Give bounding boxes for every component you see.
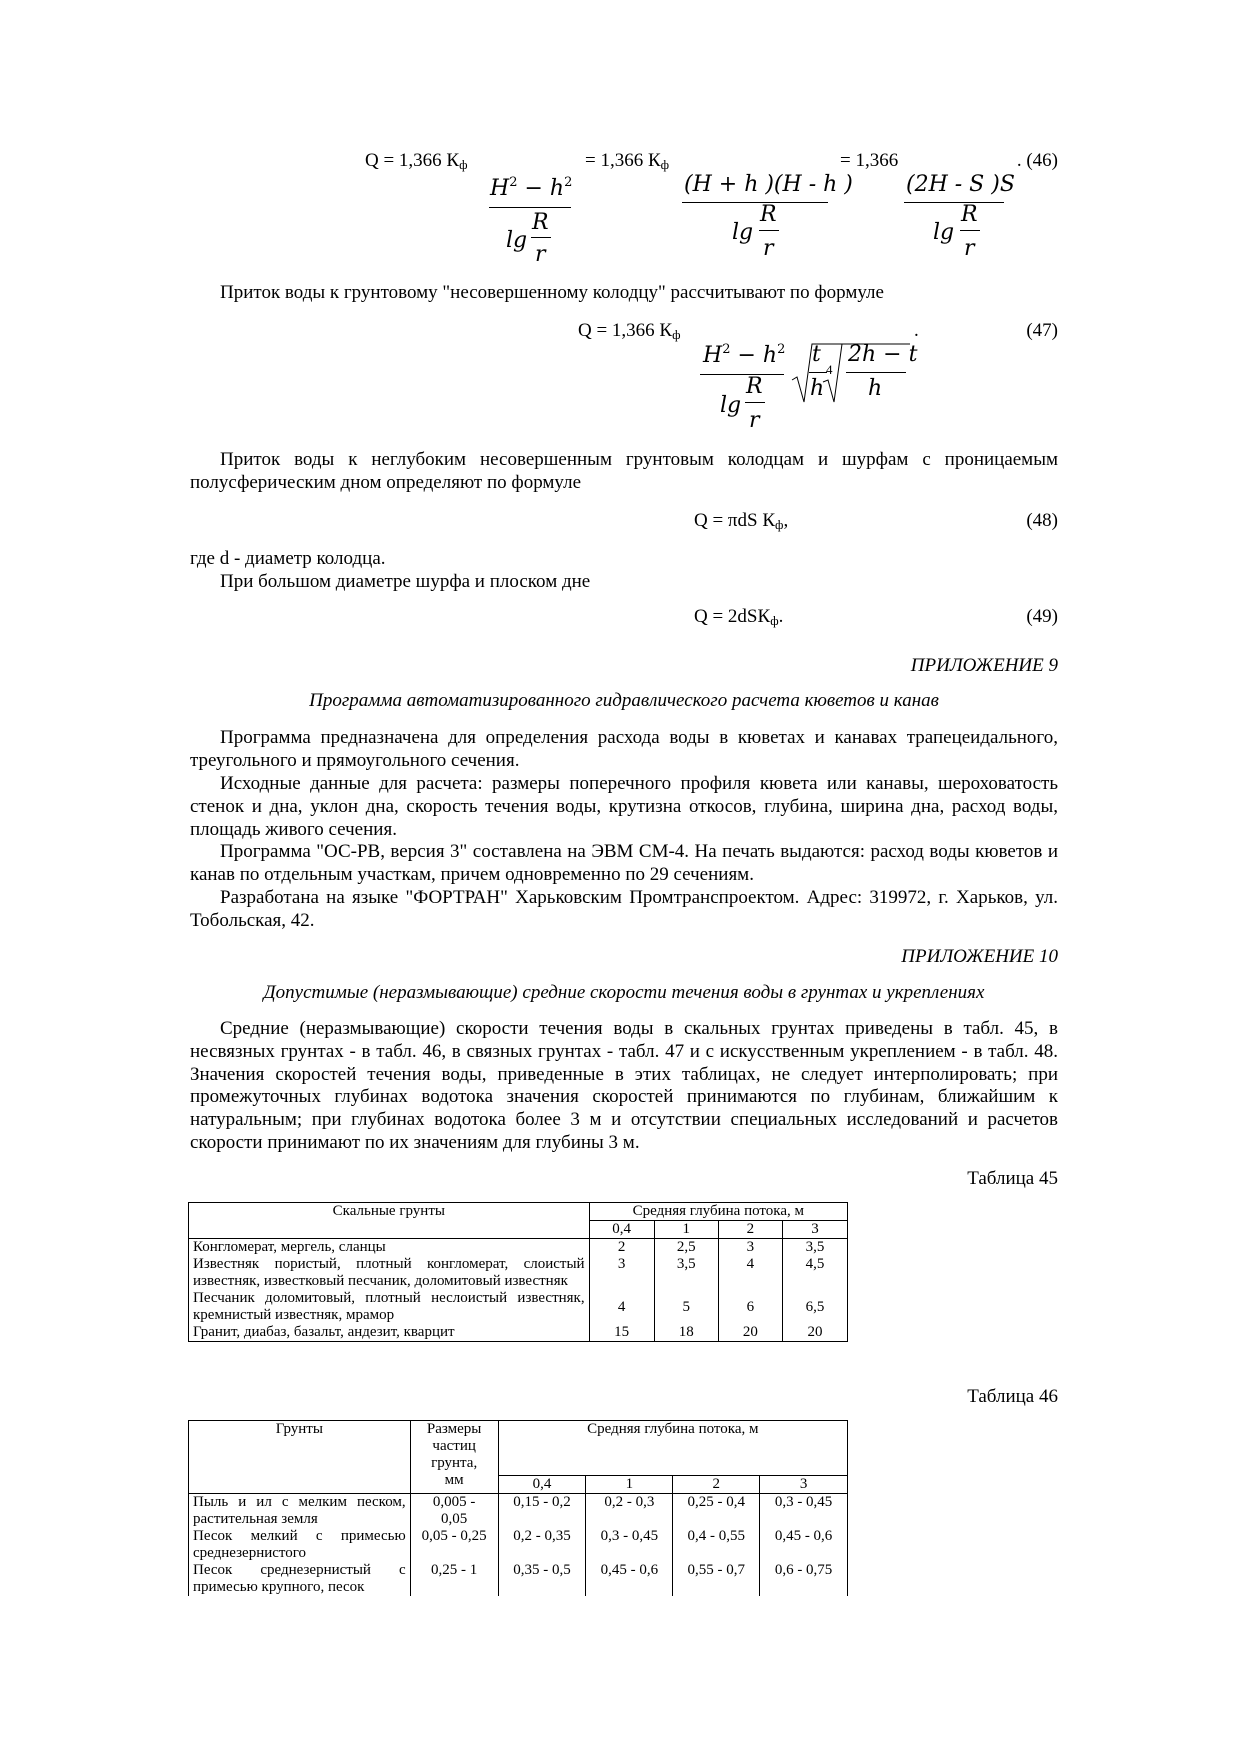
table-46-depth: 3 <box>760 1476 848 1494</box>
formula-49: Q = 2dSК$_ф$. <box>694 606 784 628</box>
table-45-cell: 3,5 <box>654 1256 718 1290</box>
formula-46-r-2: r <box>763 236 774 261</box>
paragraph-48-intro: Приток воды к неглубоким несовершенным грунтовым колодцам и шурфам с проницаемым полусферическим дном определяют по формуле <box>190 449 1058 493</box>
table-46-cell: 0,35 - 0,5 <box>498 1562 586 1596</box>
formula-46-r-1: r <box>535 242 546 267</box>
formula-47-R: R <box>746 374 763 399</box>
table-46-header-depth: Средняя глубина потока, м <box>498 1421 847 1476</box>
table-46-depth: 0,4 <box>498 1476 586 1494</box>
formula-46-lg-1: lg <box>506 228 528 253</box>
table-46 <box>188 1420 848 1596</box>
table-45-row-name: Песчаник доломитовый, плотный неслоистый известняк, кремнистый известняк, мрамор <box>189 1290 590 1324</box>
appendix-9-paragraph-3: Программа "ОС-РВ, версия 3" составлена на ЭВМ СМ-4. На печать выдаются: расход воды кюветов и канав по отдельным участкам, причем одновременно по 29 сечениям. <box>190 841 1058 885</box>
table-45-cell: 6 <box>718 1290 782 1324</box>
table-46-size: 0,005 - 0,05 <box>410 1494 498 1529</box>
formula-47-dot: . <box>914 320 919 341</box>
table-46-row-name: Песок мелкий с примесью среднезернистого <box>189 1528 411 1562</box>
table-45-header-depth: Средняя глубина потока, м <box>589 1203 847 1221</box>
appendix-9-label: ПРИЛОЖЕНИЕ 9 <box>910 655 1058 676</box>
table-45-cell: 2,5 <box>654 1239 718 1257</box>
formula-49-number: (49) <box>1026 606 1058 627</box>
table-46-header-size: Размеры частиц грунта, мм <box>410 1421 498 1494</box>
table-46-cell: 0,4 - 0,55 <box>673 1528 760 1562</box>
formula-47-num2: 2h − t <box>848 342 918 367</box>
table-45-cell: 3 <box>718 1239 782 1257</box>
appendix-9-title: Программа автоматизированного гидравлического расчета кюветов и канав <box>309 690 939 711</box>
table-row <box>189 1528 848 1562</box>
table-45-cell: 4 <box>718 1256 782 1290</box>
formula-46-fraction-bar-3 <box>904 202 1004 203</box>
formula-46-part2: = 1,366 К <box>585 150 661 171</box>
table-46-cell: 0,3 - 0,45 <box>760 1494 848 1529</box>
formula-46-R-1: R <box>532 210 549 235</box>
table-45-cell: 4,5 <box>782 1256 847 1290</box>
table-46-row-name: Песок среднезернистый с примесью крупного, песок <box>189 1562 411 1596</box>
formula-47-lhs: Q = 1,366 К <box>578 320 673 341</box>
formula-47-t: t <box>812 342 821 367</box>
formula-47-num2-bar <box>846 372 906 373</box>
formula-46-fraction-bar-2 <box>682 202 828 203</box>
formula-47-number: (47) <box>1026 320 1058 341</box>
table-45-cell: 6,5 <box>782 1290 847 1324</box>
table-45-cell: 20 <box>782 1324 847 1342</box>
table-46-cell: 0,25 - 0,4 <box>673 1494 760 1529</box>
table-46-header-soil: Грунты <box>189 1421 411 1494</box>
formula-46-num2: (H + h )(H - h ) <box>684 172 853 197</box>
table-46-cell: 0,6 - 0,75 <box>760 1562 848 1596</box>
formula-46-num1: $H^2 - h^2$ <box>490 175 573 201</box>
appendix-10-title: Допустимые (неразмывающие) средние скорости течения воды в грунтах и укреплениях <box>263 982 985 1003</box>
appendix-9-paragraph-4: Разработана на языке "ФОРТРАН" Харьковским Промтранспроектом. Адрес: 319972, г. Харьков, ул. Тобольская, 42. <box>190 887 1058 931</box>
formula-48-number: (48) <box>1026 510 1058 531</box>
table-46-size: 0,05 - 0,25 <box>410 1528 498 1562</box>
table-46-cell: 0,2 - 0,35 <box>498 1528 586 1562</box>
formula-46-num3: (2H - S )S <box>906 172 1015 197</box>
formula-47-fraction-bar <box>700 374 784 375</box>
table-row <box>189 1290 848 1324</box>
table-45-cell: 18 <box>654 1324 718 1342</box>
table-46-depth: 1 <box>586 1476 673 1494</box>
formula-47-small-bar <box>745 402 765 403</box>
table-row <box>189 1324 848 1342</box>
paragraph-49-intro: При большом диаметре шурфа и плоском дне <box>220 571 591 592</box>
table-45-cell: 2 <box>589 1239 654 1257</box>
appendix-10-label: ПРИЛОЖЕНИЕ 10 <box>901 946 1058 967</box>
table-row <box>189 1494 848 1529</box>
table-46-cell: 0,2 - 0,3 <box>586 1494 673 1529</box>
formula-46-part3: = 1,366 <box>840 150 899 171</box>
table-46-cell: 0,45 - 0,6 <box>760 1528 848 1562</box>
table-row <box>189 1239 848 1257</box>
table-45-cell: 4 <box>589 1290 654 1324</box>
paragraph-47-intro: Приток воды к грунтовому "несовершенному колодцу" рассчитывают по формуле <box>220 282 884 303</box>
table-46-caption: Таблица 46 <box>967 1386 1058 1407</box>
appendix-9-paragraph-1: Программа предназначена для определения расхода воды в кюветах и канавах трапецеидального, треугольного и прямоугольного сечения. <box>190 727 1058 771</box>
table-46-cell: 0,55 - 0,7 <box>673 1562 760 1596</box>
table-45-row-name: Конгломерат, мергель, сланцы <box>189 1239 590 1257</box>
formula-46-small-bar-2 <box>759 230 779 231</box>
formula-47-h: h <box>810 376 825 401</box>
table-45-cell: 3,5 <box>782 1239 847 1257</box>
formula-47-den2: h <box>868 376 883 401</box>
table-45 <box>188 1202 848 1342</box>
table-45-depth: 0,4 <box>589 1221 654 1239</box>
formula-46-R-3: R <box>961 202 978 227</box>
formula-46-lg-2: lg <box>732 220 754 245</box>
table-45-depth: 3 <box>782 1221 847 1239</box>
table-46-depth: 2 <box>673 1476 760 1494</box>
table-46-cell: 0,3 - 0,45 <box>586 1528 673 1562</box>
table-45-cell: 3 <box>589 1256 654 1290</box>
table-45-row-name: Известняк пористый, плотный конгломерат, слоистый известняк, известковый песчаник, доломитовый известняк <box>189 1256 590 1290</box>
formula-46-r-3: r <box>964 236 975 261</box>
formula-46-number: . (46) <box>1016 150 1058 171</box>
formula-47-lg: lg <box>720 393 742 418</box>
table-45-depth: 2 <box>718 1221 782 1239</box>
table-45-cell: 5 <box>654 1290 718 1324</box>
formula-47-r: r <box>749 408 760 433</box>
table-46-row-name: Пыль и ил с мелким песком, растительная земля <box>189 1494 411 1529</box>
formula-48: Q = πdS $К_ф$, <box>694 510 789 532</box>
table-row <box>189 1256 848 1290</box>
table-45-cell: 20 <box>718 1324 782 1342</box>
formula-46-R-2: R <box>760 202 777 227</box>
table-46-cell: 0,15 - 0,2 <box>498 1494 586 1529</box>
table-45-row-name: Гранит, диабаз, базальт, андезит, кварцит <box>189 1324 590 1342</box>
formula-46-small-bar-3 <box>960 230 980 231</box>
table-row <box>189 1562 848 1596</box>
formula-47-t-h-bar <box>809 372 827 373</box>
table-46-size: 0,25 - 1 <box>410 1562 498 1596</box>
appendix-9-paragraph-2: Исходные данные для расчета: размеры поперечного профиля кювета или канавы, шероховатость стенок и дна, уклон дна, скорость течения воды, крутизна откосов, глубина, ширина дна, расход воды, площадь живого сечения. <box>190 773 1058 840</box>
formula-46-part1: Q = 1,366 К <box>365 150 460 171</box>
table-45-caption: Таблица 45 <box>967 1168 1058 1189</box>
table-46-cell: 0,45 - 0,6 <box>586 1562 673 1596</box>
table-45-depth: 1 <box>654 1221 718 1239</box>
table-45-header-soil: Скальные грунты <box>189 1203 590 1239</box>
formula-47-numerator: $H^2 - h^2$ <box>703 342 786 368</box>
paragraph-d: где d - диаметр колодца. <box>190 548 386 569</box>
formula-46-small-bar-1 <box>531 237 551 238</box>
table-45-cell: 15 <box>589 1324 654 1342</box>
formula-46-lg-3: lg <box>933 220 955 245</box>
formula-47-root-index: 4 <box>826 362 833 377</box>
formula-46-fraction-bar-1 <box>489 207 571 208</box>
appendix-10-paragraph-1: Средние (неразмывающие) скорости течения воды в скальных грунтах приведены в табл. 45, в несвязных грунтах - в табл. 46, в связных грунтах - табл. 47 и с искусственным укреплением - в табл. 48. Значения скоростей течения воды, приведенные в этих таблицах, не следует интерполировать; при промежуточных глубинах водотока значения скоростей принимаются по глубинам, ближайшим к натуральным; при глубинах водотока более 3 м и отсутствии специальных исследований и расчетов скорости принимают по их значениям для глубины 3 м. <box>190 1018 1058 1153</box>
